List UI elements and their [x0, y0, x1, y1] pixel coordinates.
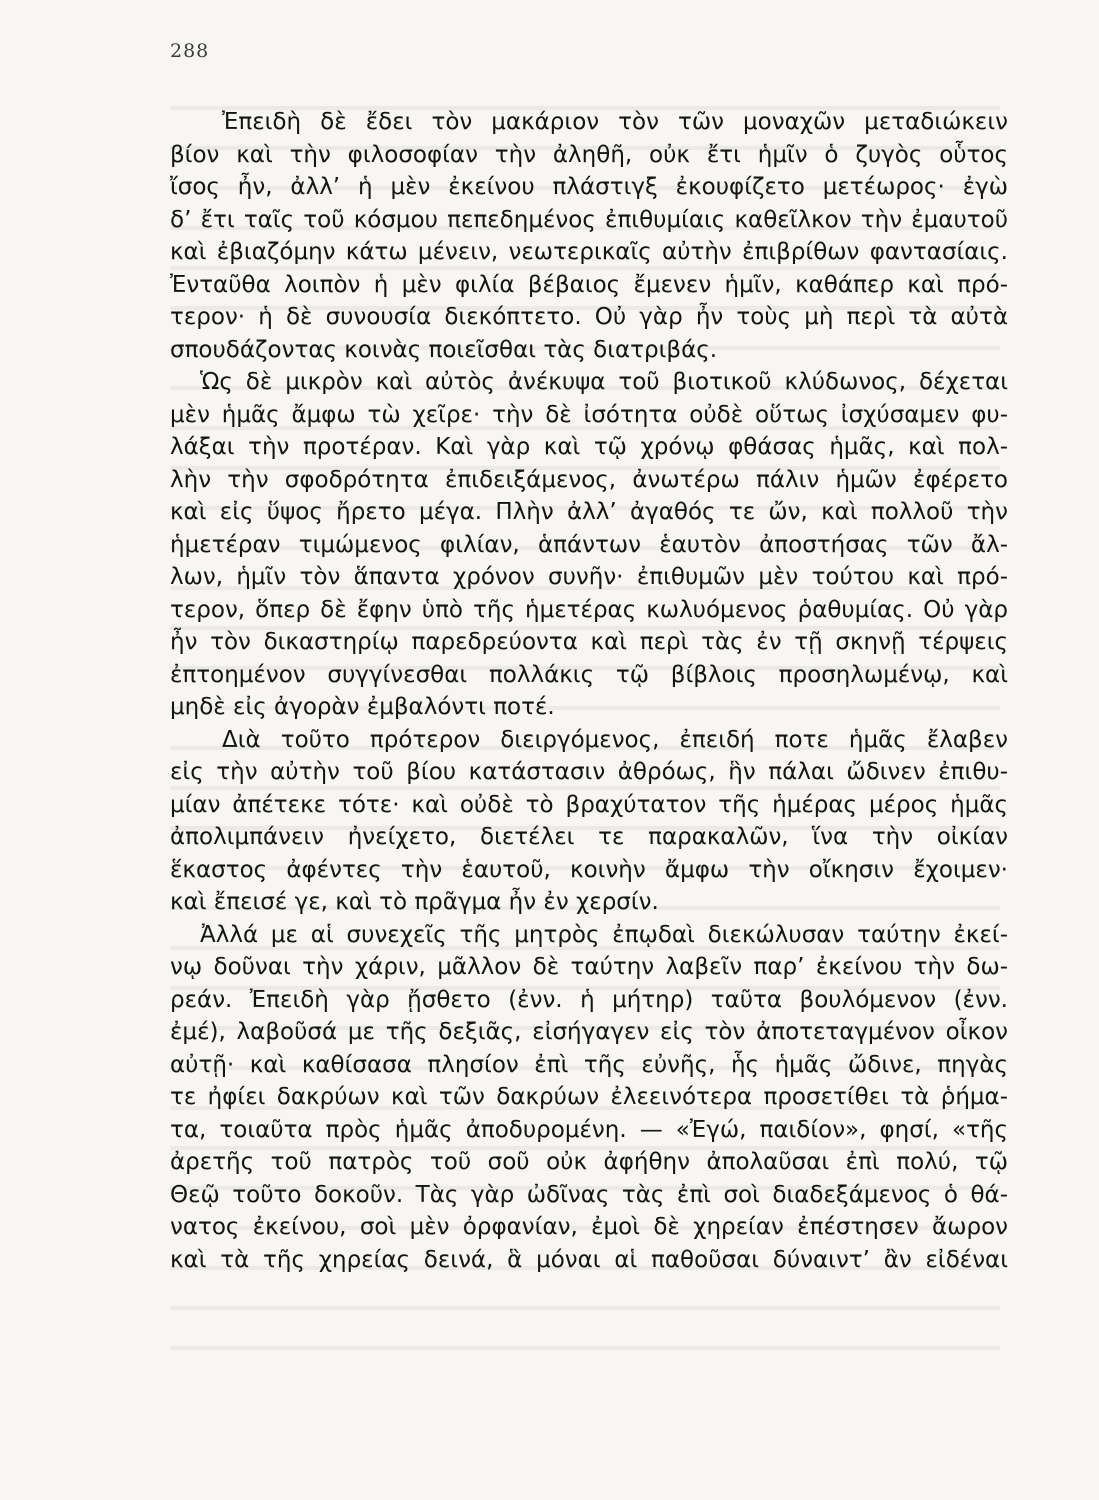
text-line: καὶ ἔπεισέ γε, καὶ τὸ πρᾶγμα ἦν ἐν χερσίν.: [170, 889, 659, 915]
text-line: ἡμετέραν τιμώμενος φιλίαν, ἁπάντων ἑαυτὸν ἀποστήσας τῶν ἄλ-: [170, 531, 1008, 558]
text-line: ρεάν. Ἐπειδὴ γὰρ ᾔσθετο (ἐνν. ἡ μήτηρ) ταῦτα βουλόμενον (ἐνν.: [170, 986, 1008, 1013]
text-line: λάξαι τὴν προτέραν. Καὶ γὰρ καὶ τῷ χρόνῳ φθάσας ἡμᾶς, καὶ πολ-: [170, 434, 1008, 460]
text-line: λὴν τὴν σφοδρότητα ἐπιδειξάμενος, ἀνωτέρω πάλιν ἡμῶν ἐφέρετο: [170, 466, 1008, 493]
paragraph-3: [170, 724, 1008, 919]
text-line: βίον καὶ τὴν φιλοσοφίαν τὴν ἀληθῆ, οὐκ ἔτι ἡμῖν ὁ ζυγὸς οὗτος: [170, 141, 1008, 168]
text-line: καὶ τὰ τῆς χηρείας δεινά, ἃ μόναι αἱ παθοῦσαι δύναιντ’ ἂν εἰδέναι: [170, 1246, 1008, 1273]
text-line: σπουδάζοντας κοινὰς ποιεῖσθαι τὰς διατριβάς.: [170, 336, 718, 363]
text-line: Διὰ τοῦτο πρότερον διειργόμενος, ἐπειδή ποτε ἡμᾶς ἔλαβεν: [222, 726, 1008, 753]
text-line: ἴσος ἦν, ἀλλ’ ἡ μὲν ἐκείνου πλάστιγξ ἐκουφίζετο μετέωρος· ἐγὼ: [170, 174, 1008, 200]
text-line: τε ἠφίει δακρύων καὶ τῶν δακρύων ἐλεεινότερα προσετίθει τὰ ῥήμα-: [170, 1084, 1008, 1110]
paragraph-4: [170, 919, 1008, 1277]
text-line: μίαν ἀπέτεκε τότε· καὶ οὐδὲ τὸ βραχύτατον τῆς ἡμέρας μέρος ἡμᾶς: [170, 791, 1008, 818]
text-line: καὶ εἰς ὕψος ἤρετο μέγα. Πλὴν ἀλλ’ ἀγαθός τε ὤν, καὶ πολλοῦ τὴν: [170, 499, 1008, 525]
text-line: ἦν τὸν δικαστηρίῳ παρεδρεύοντα καὶ περὶ τὰς ἐν τῇ σκηνῇ τέρψεις: [170, 629, 1008, 655]
text-line: καὶ ἐβιαζόμην κάτω μένειν, νεωτερικαῖς αὐτὴν ἐπιβρίθων φαντασίαις.: [170, 239, 1008, 265]
text-line: λων, ἡμῖν τὸν ἅπαντα χρόνον συνῆν· ἐπιθυμῶν μὲν τούτου καὶ πρό-: [170, 564, 1008, 590]
text-line: ἐμέ), λαβοῦσά με τῆς δεξιᾶς, εἰσήγαγεν εἰς τὸν ἀποτεταγμένον οἶκον: [170, 1019, 1008, 1045]
text-line: Θεῷ τοῦτο δοκοῦν. Τὰς γὰρ ὠδῖνας τὰς ἐπὶ σοὶ διαδεξάμενος ὁ θά-: [170, 1181, 1008, 1208]
text-line: μὲν ἡμᾶς ἄμφω τὼ χεῖρε· τὴν δὲ ἰσότητα οὐδὲ οὕτως ἰσχύσαμεν φυ-: [170, 401, 1008, 428]
body-text: [170, 106, 1008, 1276]
text-line: τερον· ἡ δὲ συνουσία διεκόπτετο. Οὐ γὰρ ἦν τοὺς μὴ περὶ τὰ αὐτὰ: [170, 304, 1008, 330]
text-line: ἐπτοημένον συγγίνεσθαι πολλάκις τῷ βίβλοις προσηλωμένῳ, καὶ: [170, 661, 1008, 688]
text-line: νατος ἐκείνου, σοὶ μὲν ὀρφανίαν, ἐμοὶ δὲ χηρείαν ἐπέστησεν ἄωρον: [170, 1214, 1008, 1240]
page-number: 288: [170, 40, 210, 62]
text-line: ἕκαστος ἀφέντες τὴν ἑαυτοῦ, κοινὴν ἄμφω τὴν οἴκησιν ἔχοιμεν·: [170, 856, 1008, 883]
paragraph-1: [170, 106, 1008, 366]
text-line: Ἐνταῦθα λοιπὸν ἡ μὲν φιλία βέβαιος ἔμενεν ἡμῖν, καθάπερ καὶ πρό-: [170, 271, 1008, 298]
text-line: ἀρετῆς τοῦ πατρὸς τοῦ σοῦ οὐκ ἀφήθην ἀπολαῦσαι ἐπὶ πολύ, τῷ: [170, 1149, 1008, 1175]
text-line: μηδὲ εἰς ἀγορὰν ἐμβαλόντι ποτέ.: [170, 694, 555, 720]
text-line: ἀπολιμπάνειν ἠνείχετο, διετέλει τε παρακαλῶν, ἵνα τὴν οἰκίαν: [170, 824, 1008, 850]
text-line: τερον, ὅπερ δὲ ἔφην ὑπὸ τῆς ἡμετέρας κωλυόμενος ῥαθυμίας. Οὐ γὰρ: [170, 596, 1008, 623]
text-line: Ὡς δὲ μικρὸν καὶ αὐτὸς ἀνέκυψα τοῦ βιοτικοῦ κλύδωνος, δέχεται: [200, 369, 1008, 395]
text-line: Ἐπειδὴ δὲ ἔδει τὸν μακάριον τὸν τῶν μοναχῶν μεταδιώκειν: [222, 109, 1008, 135]
text-line: δ’ ἔτι ταῖς τοῦ κόσμου πεπεδημένος ἐπιθυμίαις καθεῖλκον τὴν ἐμαυτοῦ: [170, 206, 1008, 233]
text-line: τα, τοιαῦτα πρὸς ἡμᾶς ἀποδυρομένη. — «Ἐγώ, παιδίον», φησί, «τῆς: [170, 1116, 1008, 1143]
text-line: Ἀλλά με αἱ συνεχεῖς τῆς μητρὸς ἐπῳδαὶ διεκώλυσαν ταύτην ἐκεί-: [200, 921, 1008, 948]
text-line: νῳ δοῦναι τὴν χάριν, μᾶλλον δὲ ταύτην λαβεῖν παρ’ ἐκείνου τὴν δω-: [170, 954, 1008, 980]
text-line: εἰς τὴν αὐτὴν τοῦ βίου κατάστασιν ἀθρόως, ἣν πάλαι ὤδινεν ἐπιθυ-: [170, 759, 1008, 785]
text-line: αὐτῇ· καὶ καθίσασα πλησίον ἐπὶ τῆς εὐνῆς, ἧς ἡμᾶς ὤδινε, πηγὰς: [170, 1051, 1008, 1078]
paragraph-2: [170, 366, 1008, 724]
